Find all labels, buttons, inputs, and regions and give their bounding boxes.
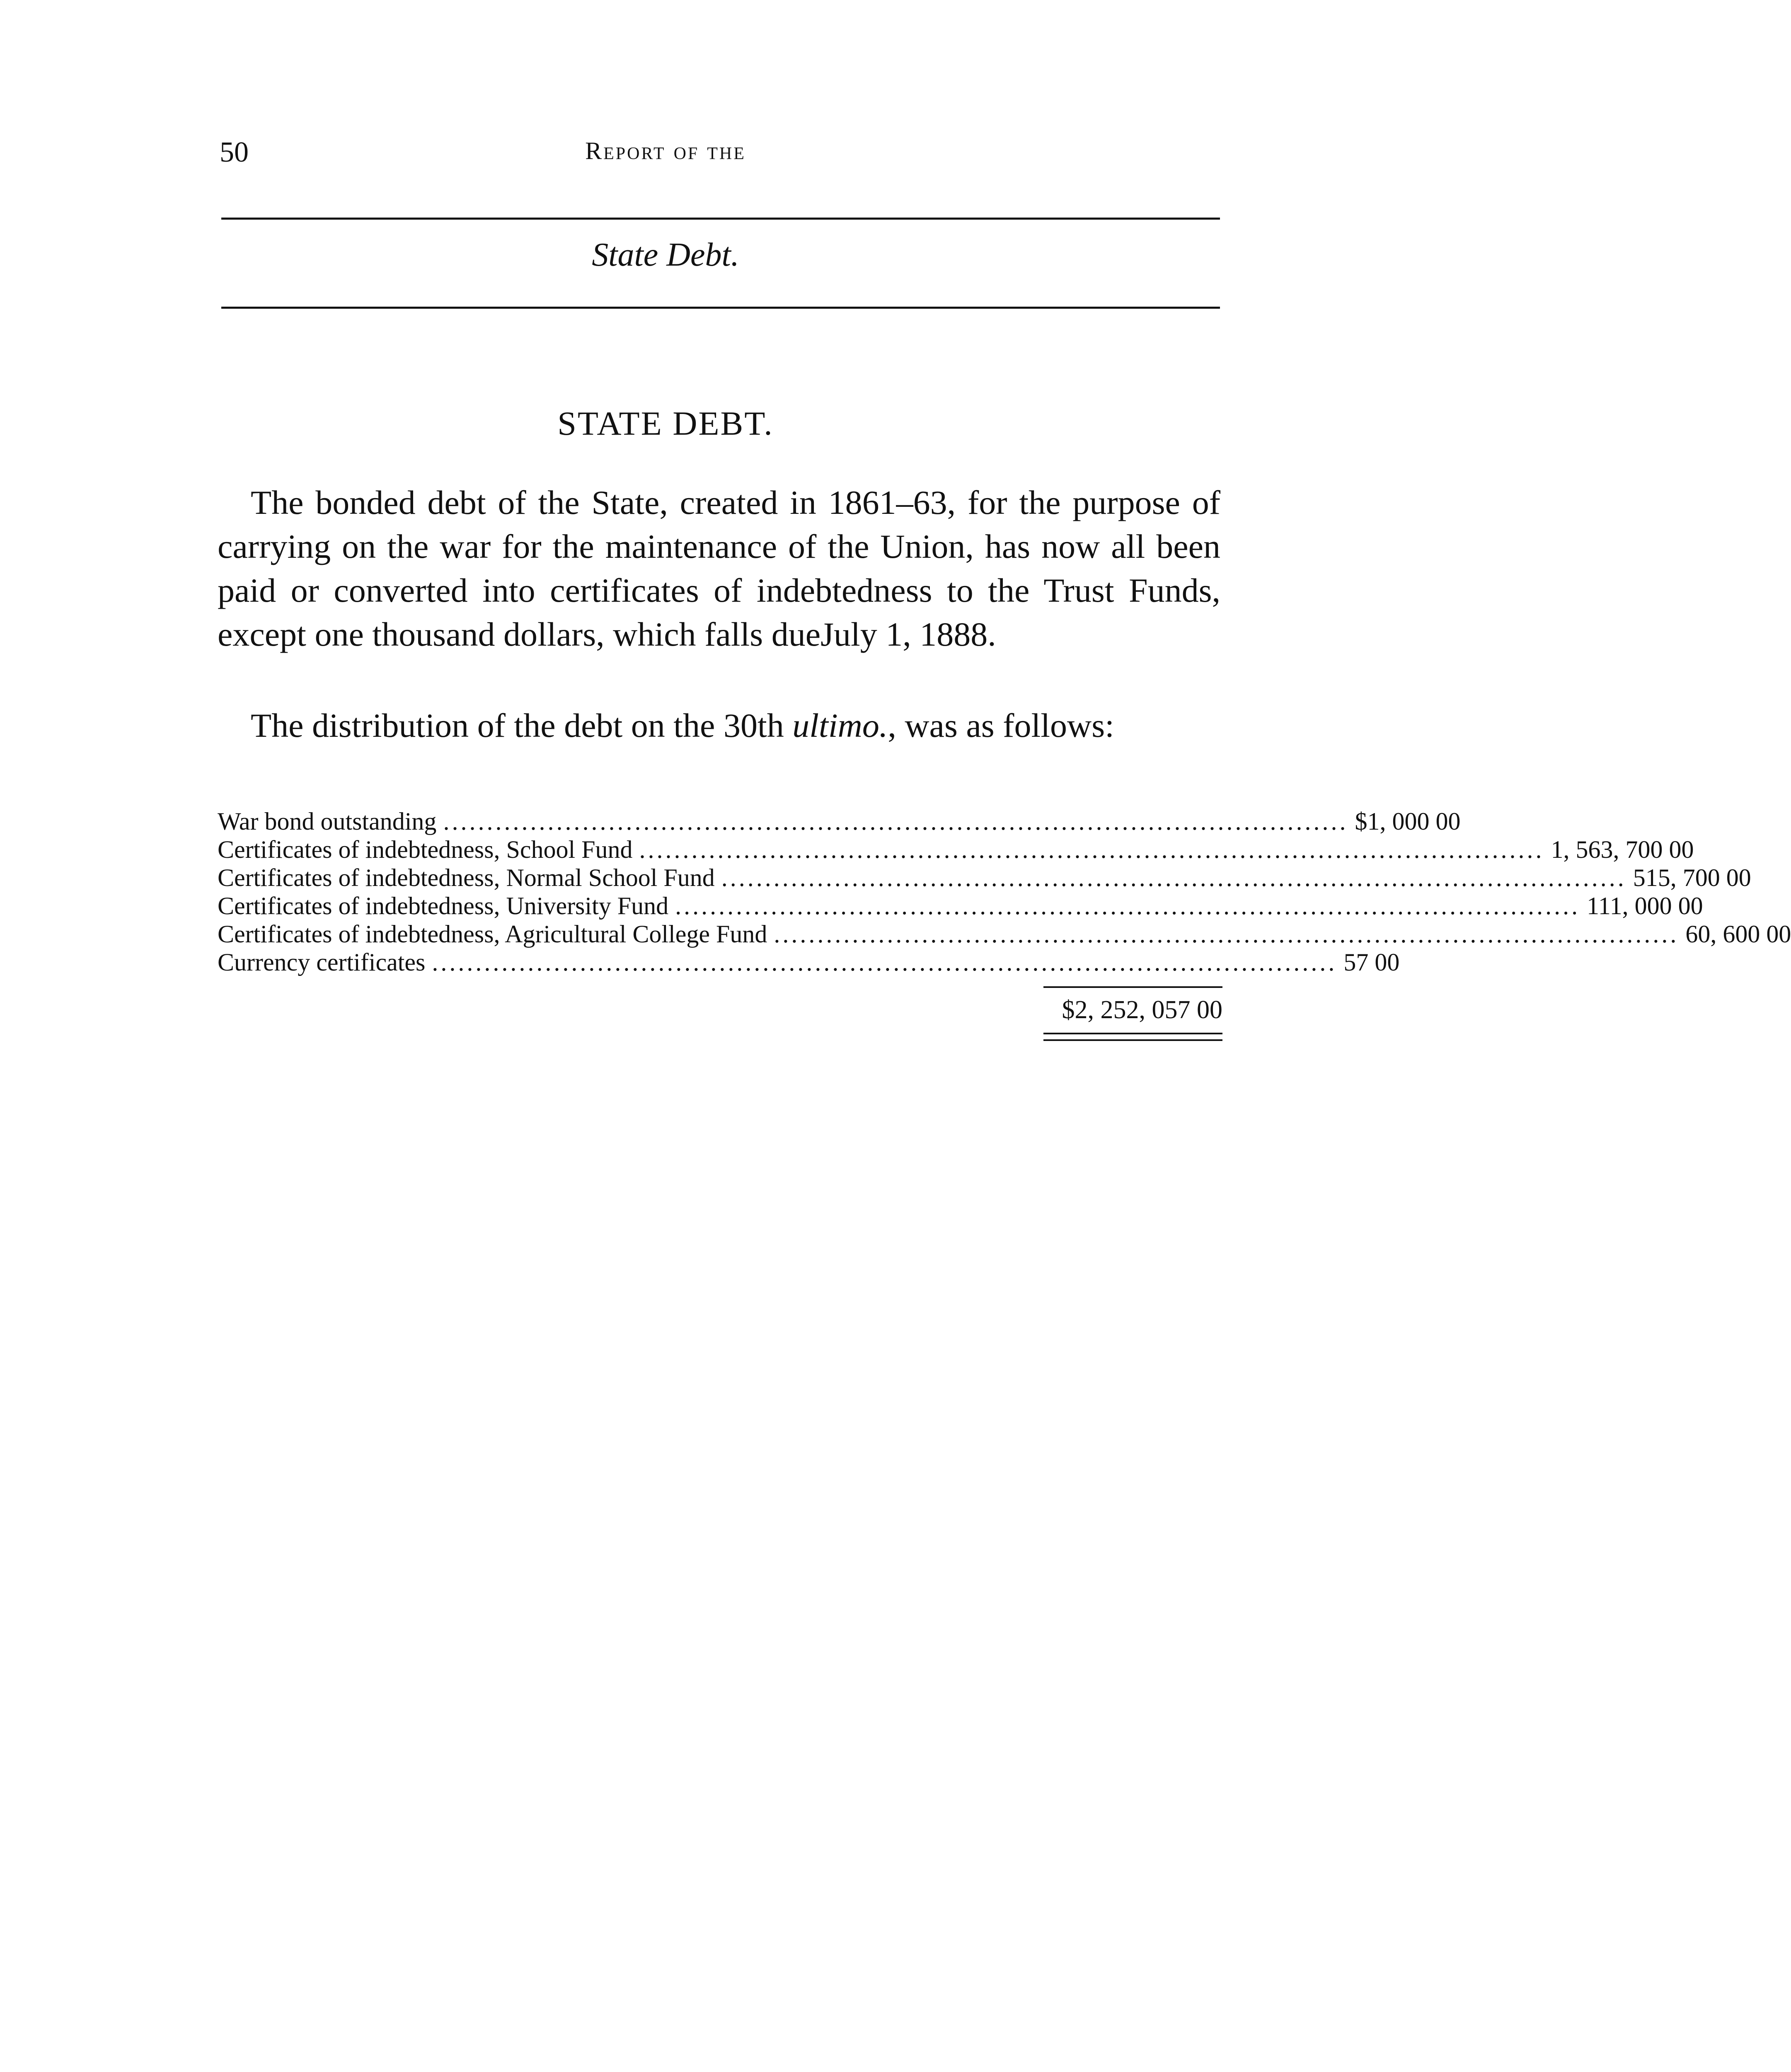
running-title: Report of the <box>585 137 746 165</box>
total-double-rule-upper <box>1043 1033 1222 1034</box>
table-row <box>218 948 1400 976</box>
leader-dots: ........................................................................................................ <box>721 864 1626 891</box>
leader-dots: ........................................................................................................ <box>432 949 1337 976</box>
page-number: 50 <box>220 136 249 168</box>
paragraph-2 <box>218 704 1220 748</box>
table-row <box>218 835 1694 864</box>
row-amount: 111, 000 00 <box>1587 892 1703 920</box>
row-amount: 60, 600 00 <box>1685 920 1791 948</box>
debt-table <box>218 807 1791 976</box>
table-total: $2, 252, 057 00 <box>1062 996 1222 1024</box>
table-row <box>218 807 1461 835</box>
leader-dots: ........................................................................................................ <box>774 920 1679 948</box>
paragraph-1: The bonded debt of the State, created in 1861–63, for the purpose of carrying on the war for the maintenance of the Union, has now all been paid or converted into certificates of indebtedness to the Trust Funds, except one thousand dollars, which falls dueJuly 1, 1888. <box>218 484 1220 653</box>
paragraph-2-text: The distribution of the debt on the 30th <box>251 707 793 744</box>
row-amount: 57 00 <box>1343 949 1400 976</box>
table-row <box>218 892 1703 920</box>
row-label: Certificates of indebtedness, Normal School Fund <box>218 864 715 891</box>
row-label: Certificates of indebtedness, University Fund <box>218 892 669 920</box>
total-rule <box>1043 986 1222 988</box>
row-label: Certificates of indebtedness, Agricultural College Fund <box>218 920 767 948</box>
total-double-rule-lower <box>1043 1039 1222 1041</box>
table-row <box>218 864 1751 892</box>
row-label: War bond outstanding <box>218 808 437 835</box>
leader-dots: ........................................................................................................ <box>675 892 1580 920</box>
row-amount: $1, 000 00 <box>1355 808 1461 835</box>
page-heading: STATE DEBT. <box>557 404 774 442</box>
header-rule-top <box>221 218 1220 220</box>
row-amount: 515, 700 00 <box>1633 864 1751 891</box>
table-row <box>218 920 1791 948</box>
paragraph-2-tail: , was as follows: <box>888 707 1114 744</box>
row-amount: 1, 563, 700 00 <box>1551 836 1694 863</box>
section-title: State Debt. <box>592 237 739 273</box>
leader-dots: ........................................................................................................ <box>639 836 1544 863</box>
row-label: Currency certificates <box>218 949 426 976</box>
paragraph-2-italic: ultimo. <box>792 707 888 744</box>
leader-dots: ........................................................................................................ <box>443 808 1348 835</box>
row-label: Certificates of indebtedness, School Fund <box>218 836 633 863</box>
header-rule-bottom <box>221 307 1220 309</box>
